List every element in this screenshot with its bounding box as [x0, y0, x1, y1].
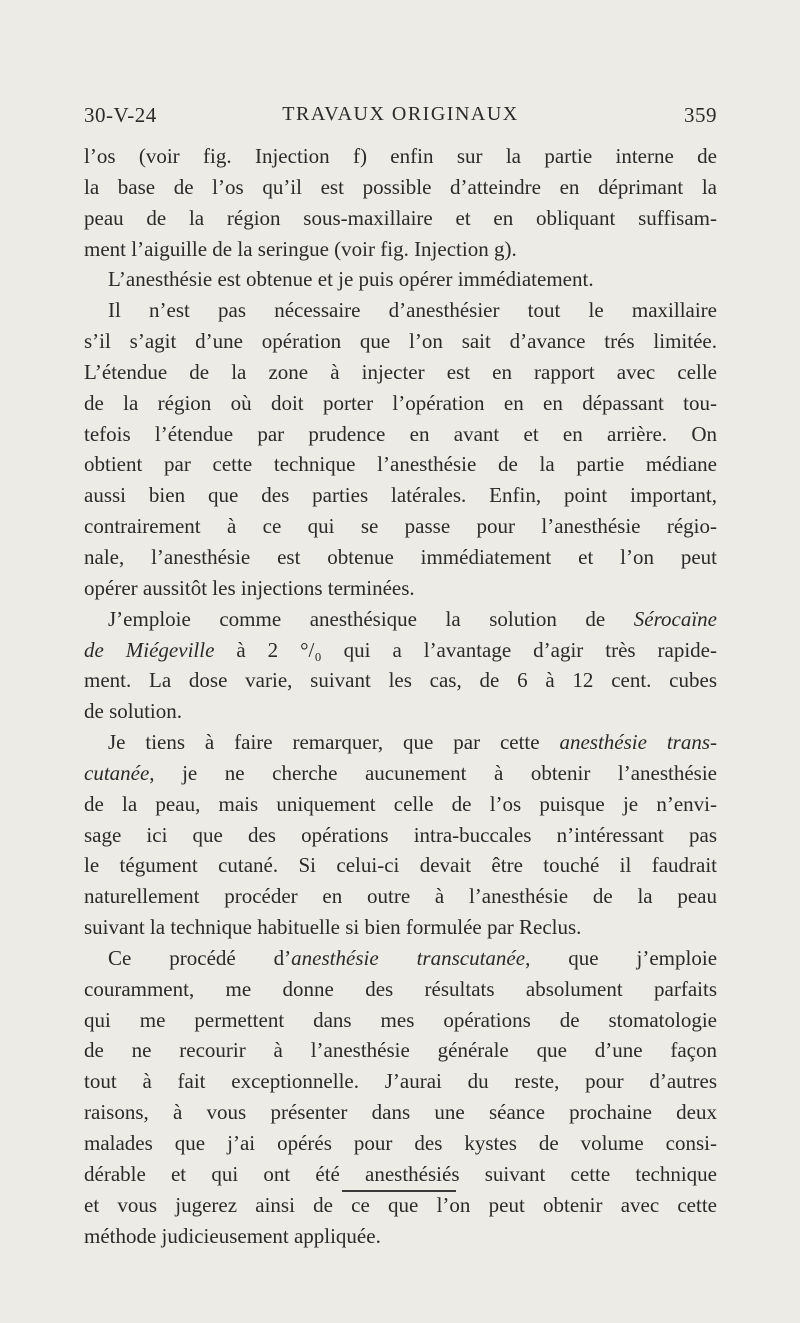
- text-line: [84, 727, 717, 758]
- text-line: nale, l’anesthésie est obtenue immédiatement et l’on peut: [84, 544, 717, 569]
- text-line: aussi bien que des parties latérales. Enfin, point important,: [84, 483, 717, 508]
- text-segment: , je ne cherche aucunement à obtenir l’anesthésie: [149, 760, 717, 785]
- text-line: [84, 758, 717, 789]
- text-line: de la région où doit porter l’opération en en dépassant tou-: [84, 390, 717, 415]
- text-line: ment. La dose varie, suivant les cas, de 6 à 12 cent. cubes: [84, 668, 717, 693]
- text-line: de ne recourir à l’anesthésie générale que d’une façon: [84, 1038, 717, 1063]
- page-number: 359: [684, 103, 717, 127]
- text-line: s’il s’agit d’une opération que l’on sait d’avance trés limitée.: [84, 329, 717, 354]
- italic-term: anesthésie trans-: [559, 730, 718, 755]
- italic-term: Sérocaïne: [633, 606, 717, 631]
- text-segment: à 2 °/₀ qui a l’avantage d’agir très rapide-: [214, 637, 717, 662]
- header-section-title: TRAVAUX ORIGINAUX: [282, 103, 519, 125]
- text-line: Il n’est pas nécessaire d’anesthésier tout le maxillaire: [108, 298, 717, 323]
- header-date: 30-V-24: [84, 103, 157, 127]
- text-line: qui me permettent dans mes opérations de stomatologie: [84, 1007, 717, 1032]
- text-segment: J’emploie comme anesthésique la solution de: [108, 606, 634, 631]
- text-line: ment l’aiguille de la seringue (voir fig. Injection g).: [84, 236, 517, 261]
- body-text: [84, 141, 717, 1251]
- text-line: et vous jugerez ainsi de ce que l’on peut obtenir avec cette: [84, 1192, 717, 1217]
- text-line: sage ici que des opérations intra-buccales n’intéressant pas: [84, 822, 717, 847]
- running-header: [84, 103, 717, 133]
- text-line: suivant la technique habituelle si bien formulée par Reclus.: [84, 915, 582, 940]
- text-line: dérable et qui ont été anesthésiés suivant cette technique: [84, 1161, 717, 1186]
- text-line: malades que j’ai opérés pour des kystes de volume consi-: [84, 1131, 717, 1155]
- text-line: le tégument cutané. Si celui-ci devait être touché il faudrait: [84, 853, 717, 878]
- text-line: [84, 943, 717, 974]
- text-segment: Ce procédé d’: [108, 945, 292, 970]
- italic-term: anesthésie transcutanée: [291, 945, 526, 970]
- text-segment: Je tiens à faire remarquer, que par cette: [108, 730, 560, 755]
- text-line: tout à fait exceptionnelle. J’aurai du reste, pour d’autres: [84, 1069, 717, 1094]
- text-line: naturellement procéder en outre à l’anesthésie de la peau: [84, 884, 717, 909]
- text-line: de solution.: [84, 699, 182, 724]
- text-segment: , que j’emploie: [525, 945, 718, 970]
- text-line: obtient par cette technique l’anesthésie de la partie médiane: [84, 452, 717, 477]
- text-line: L’anesthésie est obtenue et je puis opérer immédiatement.: [108, 267, 594, 292]
- text-line: l’os (voir fig. Injection f) enfin sur la partie interne de: [84, 144, 717, 168]
- text-line: la base de l’os qu’il est possible d’atteindre en déprimant la: [84, 174, 717, 199]
- text-line: de la peau, mais uniquement celle de l’os puisque je n’envi-: [84, 791, 717, 816]
- text-line: [84, 604, 717, 635]
- text-line: opérer aussitôt les injections terminées.: [84, 575, 415, 600]
- text-line: raisons, à vous présenter dans une séance prochaine deux: [84, 1100, 717, 1125]
- italic-term: cutanée: [84, 760, 150, 785]
- text-line: contrairement à ce qui se passe pour l’anesthésie régio-: [84, 514, 717, 539]
- text-line: L’étendue de la zone à injecter est en rapport avec celle: [84, 359, 717, 384]
- text-line: [84, 635, 717, 666]
- text-line: méthode judicieusement appliquée.: [84, 1223, 381, 1248]
- text-line: peau de la région sous-maxillaire et en obliquant suffisam-: [84, 205, 717, 230]
- text-line: couramment, me donne des résultats absolument parfaits: [84, 976, 717, 1001]
- italic-term: de Miégeville: [84, 637, 215, 662]
- text-line: tefois l’étendue par prudence en avant et en arrière. On: [84, 421, 717, 446]
- closing-rule: [342, 1190, 456, 1192]
